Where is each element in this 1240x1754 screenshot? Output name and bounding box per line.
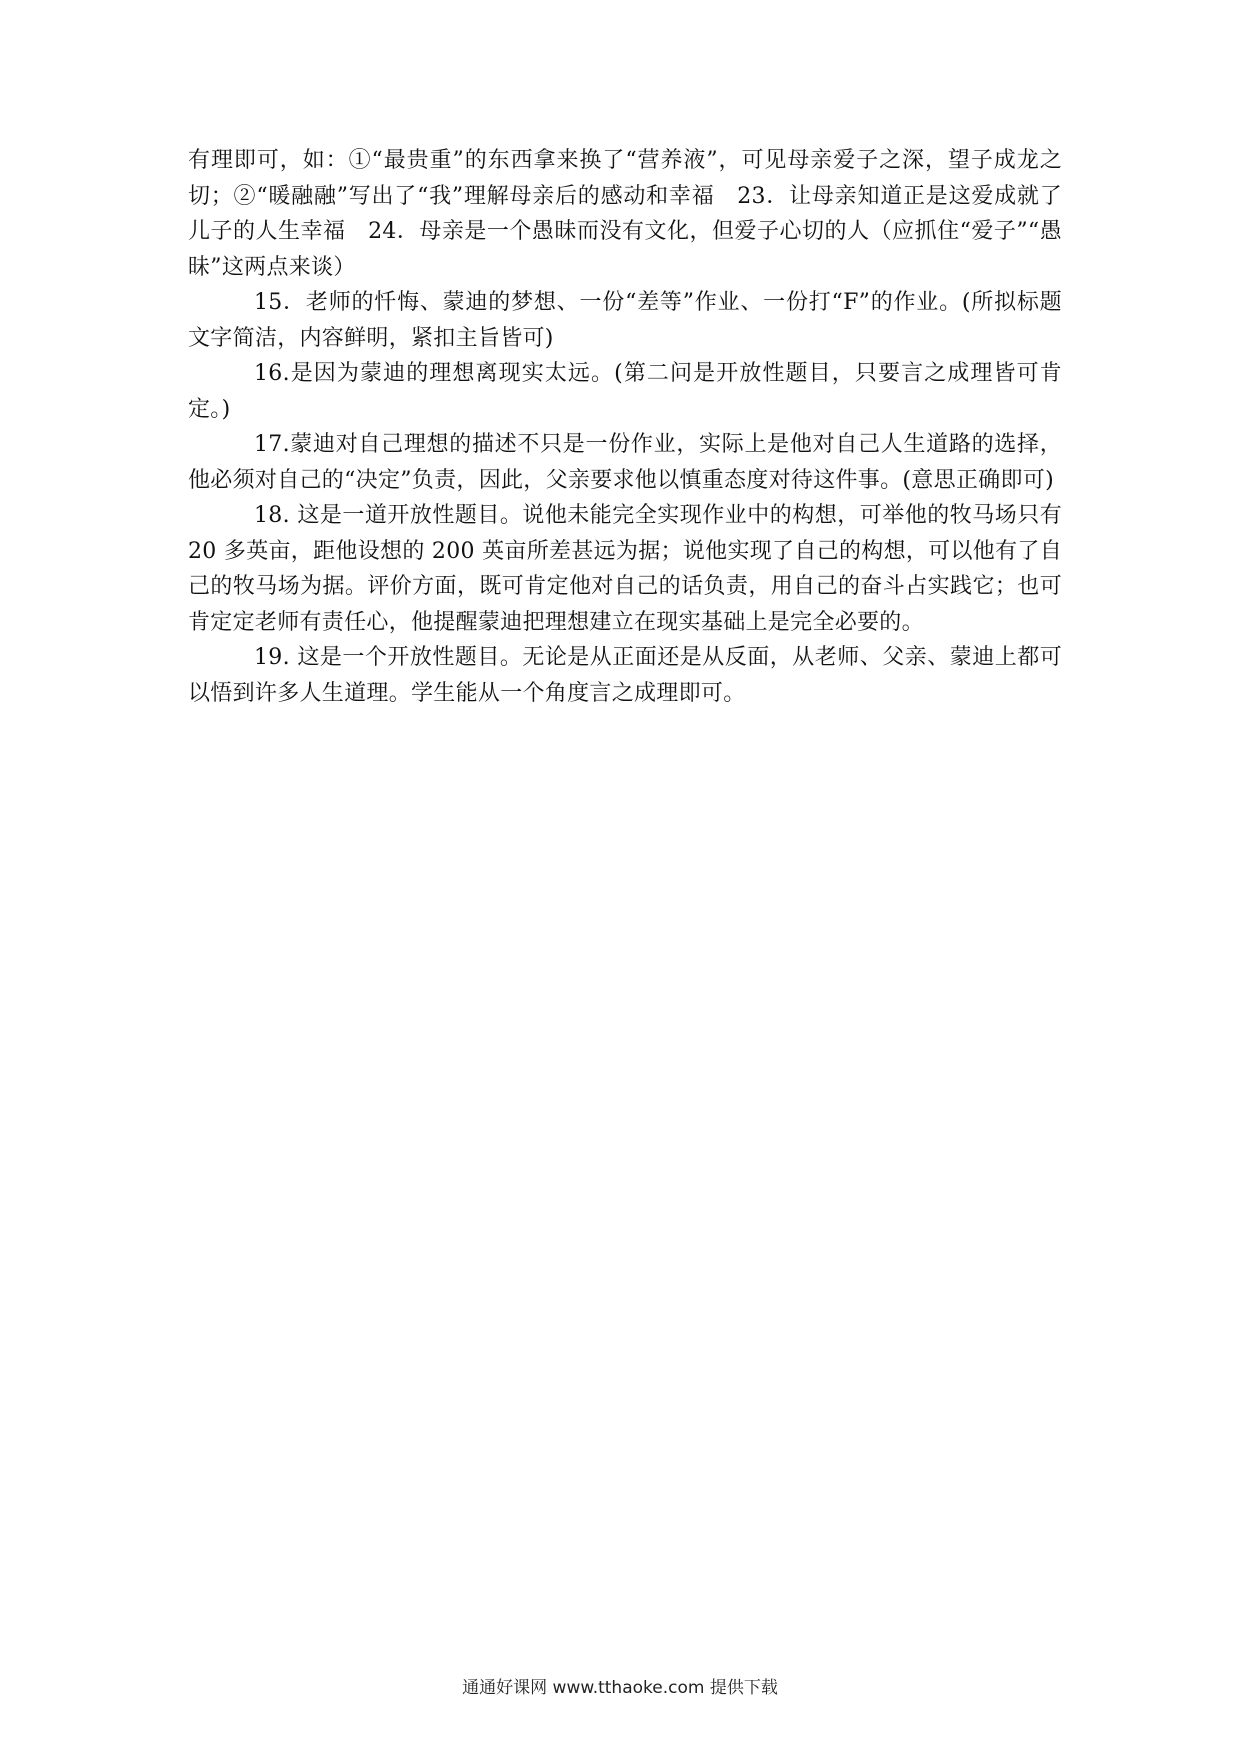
answer-paragraph-18: 18. 这是一道开放性题目。说他未能完全实现作业中的构想，可举他的牧马场只有 20 多英亩，距他设想的 200 英亩所差甚远为据；说他实现了自己的构想，可以他有了自己的牧马场为据。评价方面，既可肯定他对自己的话负责，用自己的奋斗占实践它；也可肯定定老师有责任心，他提醒蒙迪把理想建立在现实基础上是完全必要的。 <box>188 503 1062 635</box>
answer-paragraph-17: 17.蒙迪对自己理想的描述不只是一份作业，实际上是他对自己人生道路的选择，他必须对自己的“决定”负责，因此，父亲要求他以慎重态度对待这件事。(意思正确即可) <box>188 432 1062 493</box>
answer-paragraph-16: 16.是因为蒙迪的理想离现实太远。(第二问是开放性题目，只要言之成理皆可肯定。) <box>188 361 1062 422</box>
page-footer: 通通好课网 www.tthaoke.com 提供下载 <box>462 1678 778 1698</box>
answer-paragraph-19: 19. 这是一个开放性题目。无论是从正面还是从反面，从老师、父亲、蒙迪上都可以悟到许多人生道理。学生能从一个角度言之成理即可。 <box>188 645 1062 706</box>
answer-paragraph-continuation: 有理即可，如：①“最贵重”的东西拿来换了“营养液”，可见母亲爱子之深，望子成龙之切；②“暖融融”写出了“我”理解母亲后的感动和幸福 23．让母亲知道正是这爱成就了儿子的人生幸福 24．母亲是一个愚昧而没有文化，但爱子心切的人（应抓住“爱子”“愚昧”这两点来谈） <box>188 148 1062 280</box>
answer-text-block <box>188 143 1062 711</box>
answer-paragraph-15: 15．老师的忏悔、蒙迪的梦想、一份“差等”作业、一份打“F”的作业。(所拟标题文字简洁，内容鲜明，紧扣主旨皆可) <box>188 290 1062 351</box>
